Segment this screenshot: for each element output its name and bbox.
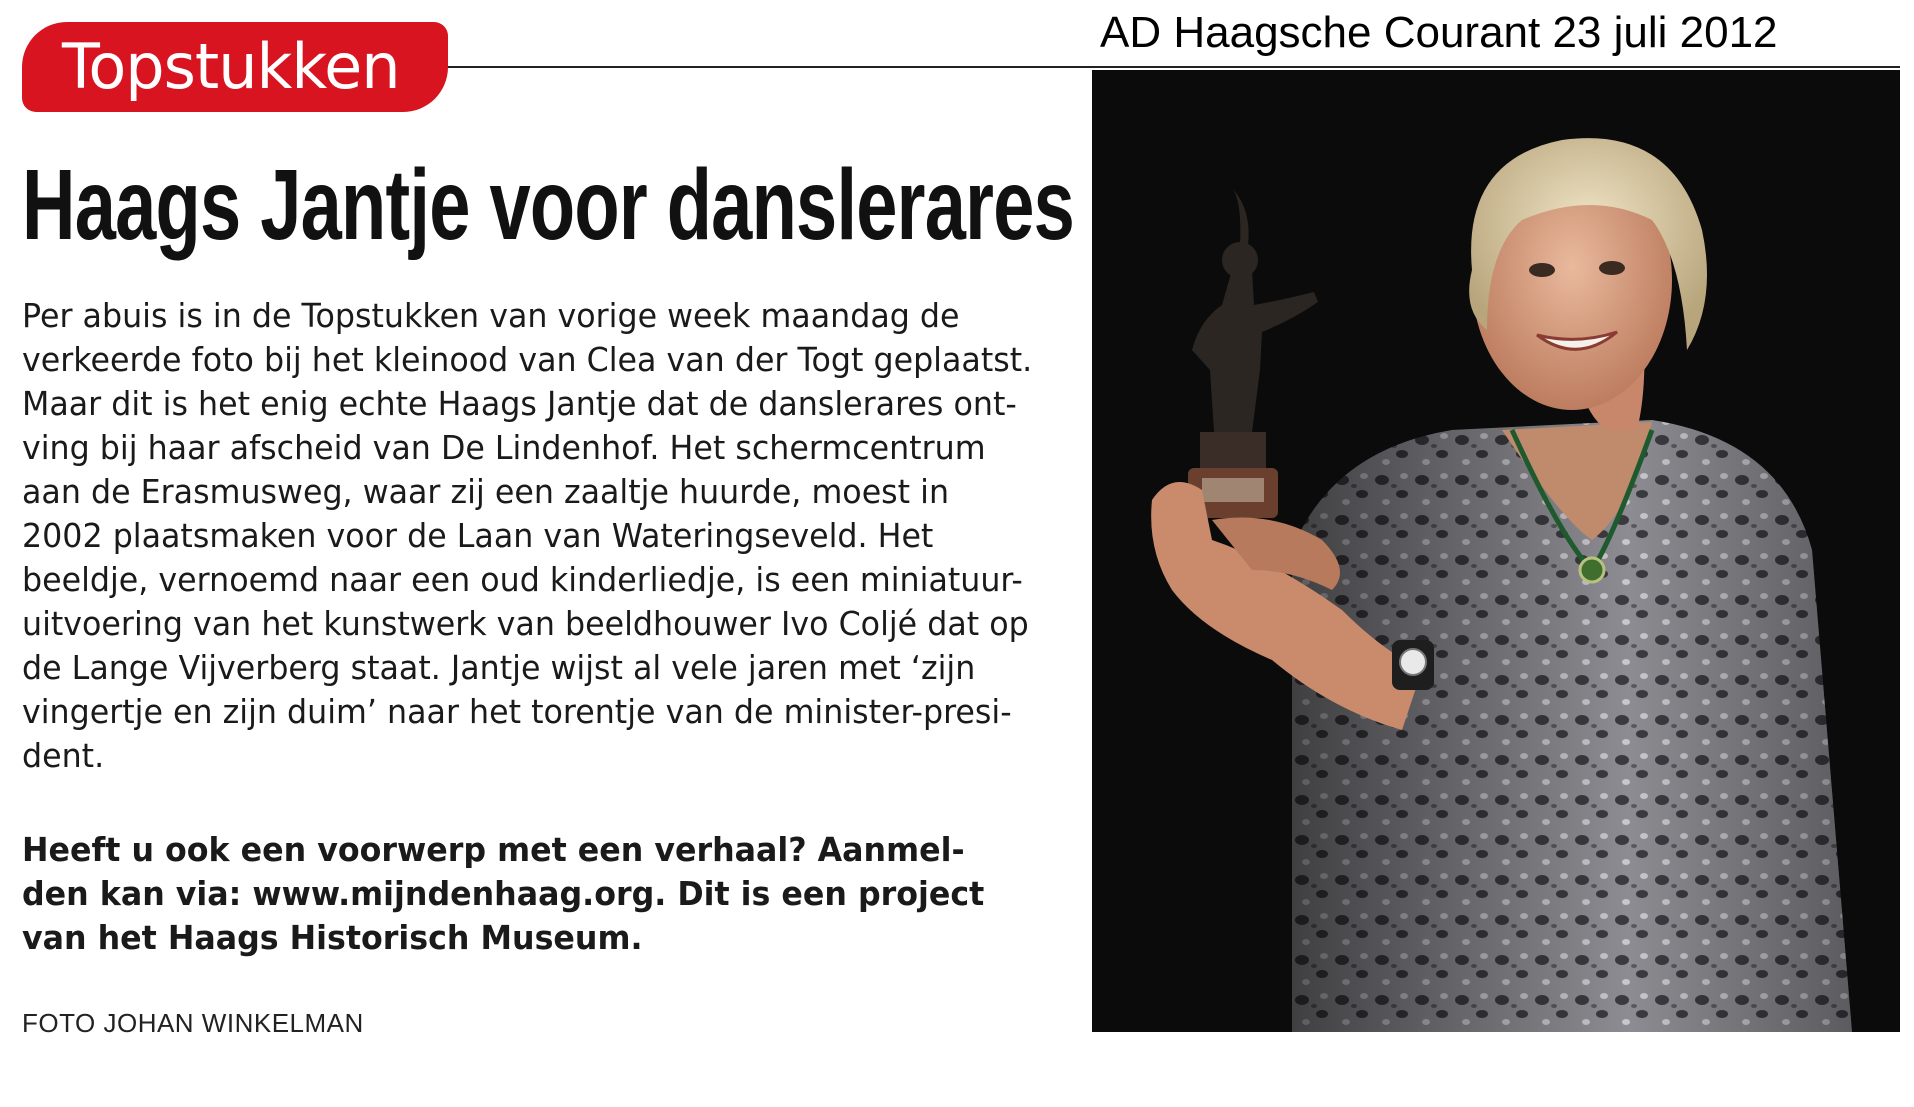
newspaper-source-line: AD Haagsche Courant 23 juli 2012: [1100, 8, 1778, 57]
article-headline: Haags Jantje voor danslerares: [22, 149, 1075, 261]
body-line: Per abuis is in de Topstukken van vorige week maandag de: [22, 296, 960, 335]
statuette: [1188, 188, 1318, 518]
body-line: Maar dit is het enig echte Haags Jantje dat de danslerares ont-: [22, 384, 1017, 423]
body-line: aan de Erasmusweg, waar zij een zaaltje huurde, moest in: [22, 472, 950, 511]
call-to-action-line: van het Haags Historisch Museum.: [22, 918, 643, 957]
body-line: verkeerde foto bij het kleinood van Clea van der Togt geplaatst.: [22, 340, 1033, 379]
body-line: 2002 plaatsmaken voor de Laan van Wateringseveld. Het: [22, 516, 934, 555]
body-line: de Lange Vijverberg staat. Jantje wijst al vele jaren met ‘zijn: [22, 648, 976, 687]
body-line: ving bij haar afscheid van De Lindenhof. Het schermcentrum: [22, 428, 986, 467]
body-line: vingertje en zijn duim’ naar het torentje van de minister-presi-: [22, 692, 1012, 731]
article-body: [22, 294, 1082, 778]
call-to-action-line: den kan via: www.mijndenhaag.org. Dit is een project: [22, 874, 985, 913]
body-line: beeldje, vernoemd naar een oud kinderliedje, is een miniatuur-: [22, 560, 1023, 599]
woman-figure: [1292, 138, 1852, 1032]
call-to-action-line: Heeft u ook een voorwerp met een verhaal? Aanmel-: [22, 830, 965, 869]
article-photo: [1092, 70, 1900, 1032]
photo-credit: FOTO JOHAN WINKELMAN: [22, 1008, 364, 1038]
body-line: dent.: [22, 736, 105, 775]
section-badge: [22, 22, 448, 112]
header-rule: [440, 66, 1900, 68]
portrait-illustration: [1092, 70, 1900, 1032]
section-label: Topstukken: [62, 30, 400, 103]
body-line: uitvoering van het kunstwerk van beeldhouwer Ivo Coljé dat op: [22, 604, 1029, 643]
call-to-action: [22, 828, 1082, 960]
